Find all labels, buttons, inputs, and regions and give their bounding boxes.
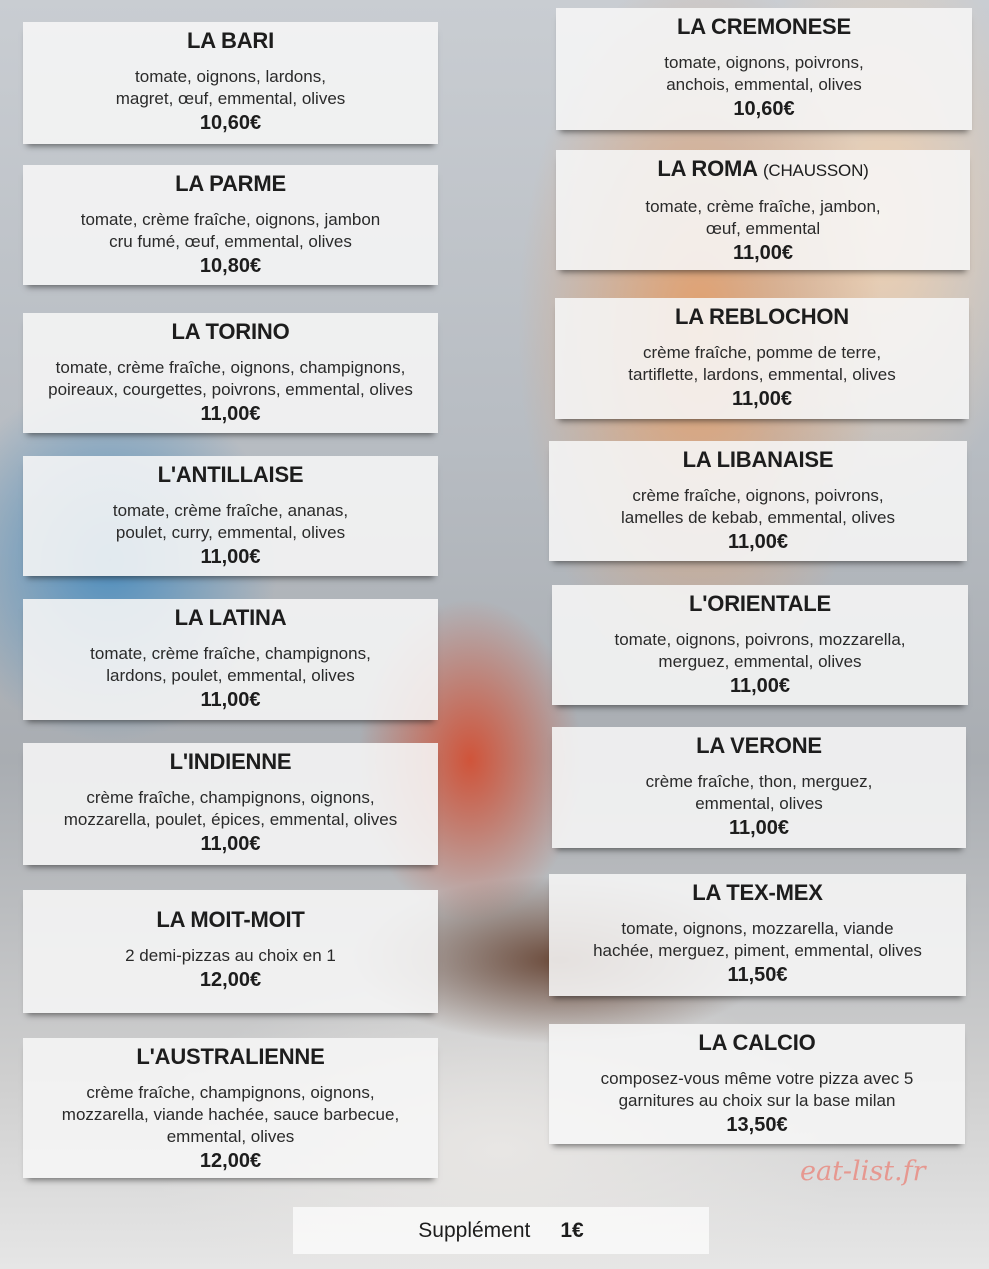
pizza-description: tomate, crème fraîche, jambon,	[645, 197, 881, 216]
pizza-description: 2 demi-pizzas au choix en 1	[125, 946, 336, 965]
pizza-description: mozzarella, poulet, épices, emmental, olives	[63, 810, 398, 829]
pizza-description: magret, œuf, emmental, olives	[115, 89, 346, 108]
menu-card-la-verone	[552, 727, 966, 848]
pizza-price: 11,00€	[200, 689, 261, 711]
pizza-price: 10,60€	[199, 112, 262, 134]
pizza-description: cru fumé, œuf, emmental, olives	[109, 232, 352, 251]
supplement-price: 1€	[560, 1218, 584, 1242]
menu-card-la-latina	[23, 599, 438, 720]
pizza-price: 10,80€	[199, 255, 262, 277]
menu-card-la-cremonese	[556, 8, 972, 130]
pizza-price: 11,00€	[200, 833, 261, 855]
pizza-description: anchois, emmental, olives	[666, 75, 862, 94]
watermark-logo: eat-list.fr	[800, 1156, 926, 1187]
pizza-name: LA BARI	[187, 28, 274, 53]
pizza-name: LA TORINO	[171, 319, 290, 344]
menu-card-la-torino	[23, 313, 438, 433]
pizza-description: tomate, crème fraîche, oignons, champignons,	[55, 358, 406, 377]
menu-card-la-parme	[23, 165, 438, 285]
pizza-price: 11,00€	[732, 242, 794, 264]
menu-card-l-orientale	[552, 585, 968, 705]
pizza-name-main: LA ROMA	[657, 156, 758, 181]
pizza-price: 11,00€	[200, 403, 261, 425]
pizza-description: tomate, crème fraîche, champignons,	[90, 644, 371, 663]
pizza-description: crème fraîche, pomme de terre,	[642, 343, 882, 362]
pizza-description: lamelles de kebab, emmental, olives	[620, 508, 896, 527]
pizza-description: tomate, oignons, poivrons,	[664, 53, 864, 72]
pizza-name: LA LATINA	[174, 605, 287, 630]
pizza-description: garnitures au choix sur la base milan	[618, 1091, 896, 1110]
pizza-price: 11,00€	[200, 546, 261, 568]
pizza-description: emmental, olives	[166, 1127, 295, 1146]
supplement-label: Supplément	[418, 1218, 531, 1242]
pizza-price: 13,50€	[726, 1114, 788, 1136]
pizza-description: hachée, merguez, piment, emmental, olives	[593, 941, 922, 960]
menu-card-l-australienne	[23, 1038, 438, 1178]
pizza-price: 12,00€	[199, 969, 262, 991]
pizza-description: crème fraîche, thon, merguez,	[645, 772, 873, 791]
pizza-description: tartiflette, lardons, emmental, olives	[628, 365, 896, 384]
menu-card-l-indienne	[23, 743, 438, 865]
pizza-name: LA LIBANAISE	[682, 447, 834, 472]
pizza-name: LA CALCIO	[698, 1030, 816, 1055]
pizza-description: emmental, olives	[695, 794, 823, 813]
pizza-description: poireaux, courgettes, poivrons, emmental, olives	[48, 380, 413, 399]
pizza-name: LA TEX-MEX	[692, 880, 823, 905]
menu-card-l-antillaise	[23, 456, 438, 576]
pizza-name: LA MOIT-MOIT	[156, 907, 305, 932]
pizza-price: 11,00€	[727, 531, 789, 553]
pizza-description: tomate, oignons, mozzarella, viande	[621, 919, 894, 938]
pizza-description: merguez, emmental, olives	[658, 652, 862, 671]
menu-card-la-tex-mex	[549, 874, 966, 996]
pizza-description: tomate, oignons, poivrons, mozzarella,	[614, 630, 906, 649]
menu-card-la-moit-moit	[23, 890, 438, 1013]
pizza-name	[556, 156, 970, 184]
pizza-description: crème fraîche, champignons, oignons,	[86, 788, 375, 807]
pizza-name: L'AUSTRALIENNE	[136, 1044, 325, 1069]
pizza-description: crème fraîche, champignons, oignons,	[86, 1083, 375, 1102]
pizza-price: 12,00€	[199, 1150, 262, 1172]
pizza-name-sub: (CHAUSSON)	[762, 161, 869, 180]
menu-card-la-roma	[556, 150, 970, 270]
pizza-name: LA CREMONESE	[676, 14, 852, 39]
pizza-description: tomate, crème fraîche, ananas,	[112, 501, 349, 520]
pizza-description: crème fraîche, oignons, poivrons,	[632, 486, 884, 505]
pizza-name: L'ANTILLAISE	[157, 462, 304, 487]
pizza-name: L'ORIENTALE	[689, 591, 831, 616]
pizza-description: mozzarella, viande hachée, sauce barbecue,	[61, 1105, 400, 1124]
menu-card-la-libanaise	[549, 441, 967, 561]
pizza-description: tomate, oignons, lardons,	[135, 67, 326, 86]
supplement-bar	[293, 1207, 709, 1254]
pizza-price: 11,00€	[731, 388, 793, 410]
pizza-description: lardons, poulet, emmental, olives	[106, 666, 355, 685]
menu-card-la-bari	[23, 22, 438, 144]
pizza-price: 11,00€	[729, 675, 791, 697]
pizza-name: LA PARME	[175, 171, 286, 196]
pizza-name: L'INDIENNE	[169, 749, 292, 774]
pizza-name: LA REBLOCHON	[675, 304, 849, 329]
pizza-price: 11,50€	[727, 964, 788, 986]
pizza-price: 11,00€	[728, 817, 790, 839]
pizza-description: composez-vous même votre pizza avec 5	[600, 1069, 914, 1088]
pizza-description: poulet, curry, emmental, olives	[115, 523, 346, 542]
menu-card-la-reblochon	[555, 298, 969, 419]
menu-card-la-calcio	[549, 1024, 965, 1144]
pizza-description: œuf, emmental	[705, 219, 821, 238]
pizza-price: 10,60€	[733, 98, 795, 120]
pizza-name: LA VERONE	[696, 733, 822, 758]
pizza-description: tomate, crème fraîche, oignons, jambon	[80, 210, 381, 229]
